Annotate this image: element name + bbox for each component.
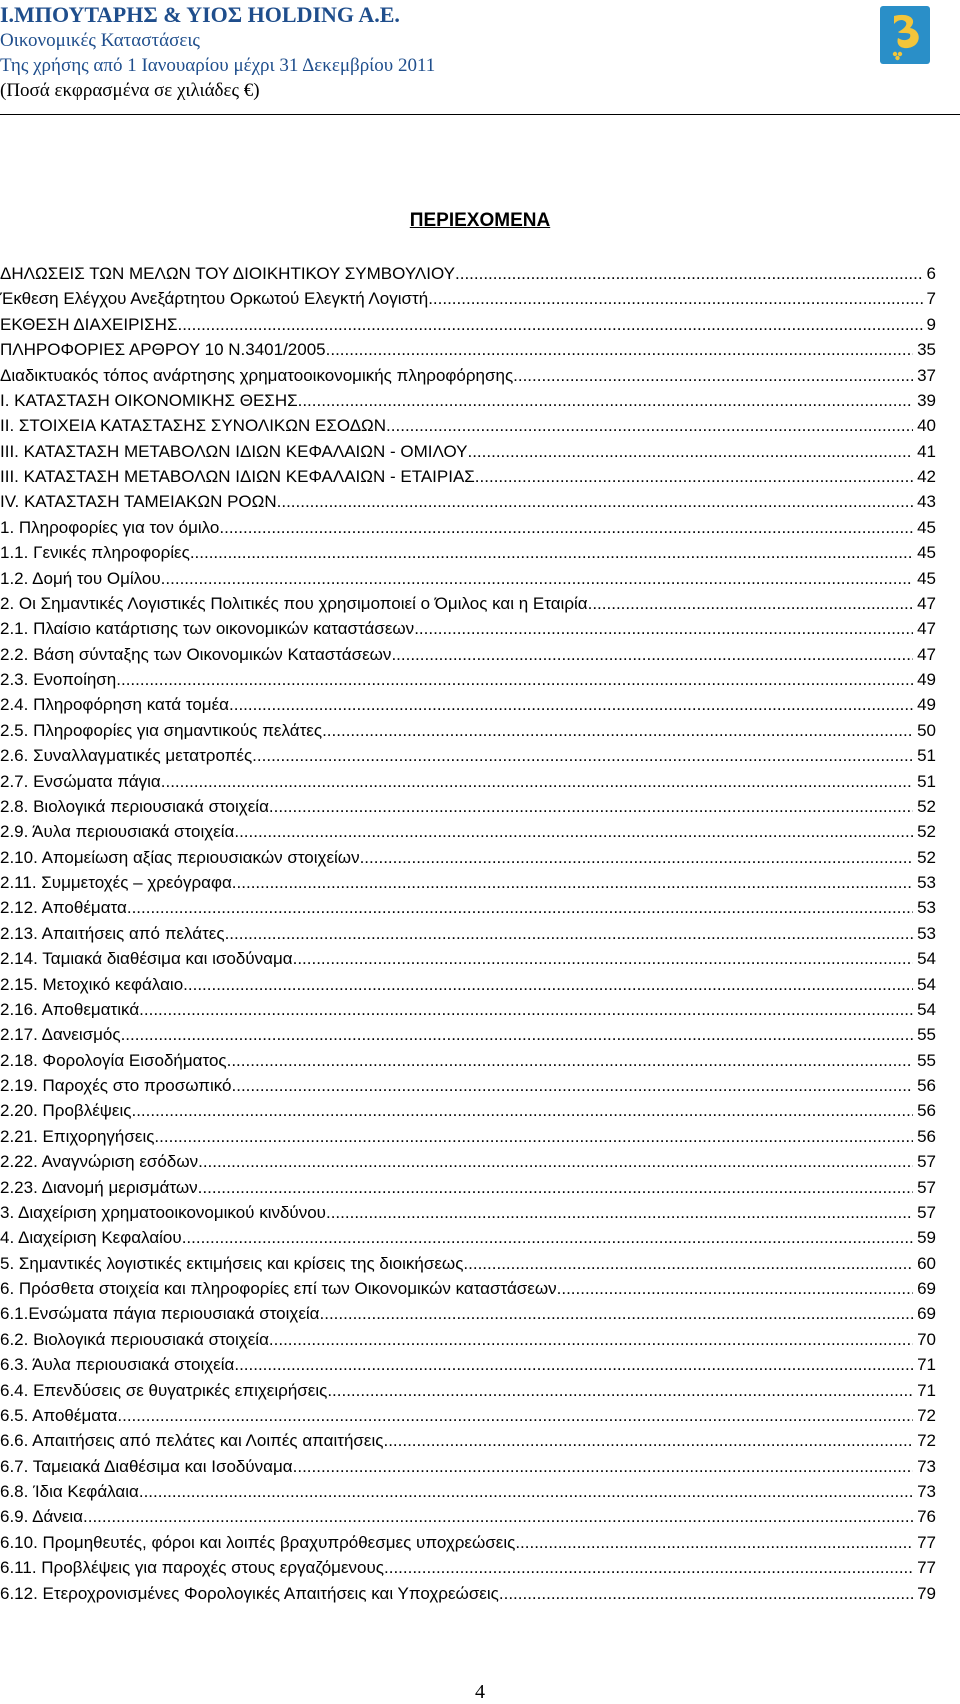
toc-dot-leader: [161, 566, 913, 591]
toc-dot-leader: [475, 464, 913, 489]
toc-entry-page: 45: [917, 517, 936, 537]
toc-entry-label: ΕΚΘΕΣΗ ΔΙΑΧΕΙΡΙΣΗΣ: [0, 314, 178, 334]
toc-entry-page: 70: [917, 1329, 936, 1349]
toc-entry-label: 2.15. Μετοχικό κεφάλαιο: [0, 974, 184, 994]
toc-entry[interactable]: [0, 819, 936, 844]
toc-entry-page: 54: [917, 974, 936, 994]
toc-entry-page: 55: [917, 1050, 936, 1070]
toc-entry-label: 3. Διαχείριση χρηματοοικονομικού κινδύνου: [0, 1202, 326, 1222]
toc-dot-leader: [227, 1048, 913, 1073]
toc-entry[interactable]: [0, 1124, 936, 1149]
document-header: [0, 0, 960, 115]
toc-entry[interactable]: [0, 515, 936, 540]
toc-dot-leader: [234, 1352, 913, 1377]
toc-entry[interactable]: [0, 286, 936, 311]
toc-entry[interactable]: [0, 1175, 936, 1200]
toc-entry-page: 51: [917, 746, 936, 766]
toc-entry-label: 2.11. Συμμετοχές – χρεόγραφα: [0, 873, 232, 892]
toc-dot-leader: [561, 1276, 913, 1301]
toc-entry-label: 2.22. Αναγνώριση εσόδων: [0, 1152, 199, 1172]
toc-entry-label: 2.3. Ενοποίηση: [0, 670, 117, 689]
toc-entry[interactable]: [0, 667, 936, 692]
toc-entry[interactable]: [0, 845, 936, 870]
toc-dot-leader: [190, 540, 913, 565]
toc-entry-page: 59: [917, 1228, 936, 1248]
toc-entry[interactable]: [0, 1555, 936, 1580]
toc-entry-label: III. ΚΑΤΑΣΤΑΣΗ ΜΕΤΑΒΟΛΩΝ ΙΔΙΩΝ ΚΕΦΑΛΑΙΩΝ - ΟΜΙΛΟΥ: [0, 441, 468, 461]
toc-entry[interactable]: [0, 489, 936, 514]
toc-entry[interactable]: [0, 1073, 936, 1098]
toc-dot-leader: [182, 1225, 913, 1250]
toc-entry[interactable]: [0, 794, 936, 819]
toc-entry[interactable]: [0, 1403, 936, 1428]
toc-dot-leader: [219, 515, 913, 540]
toc-entry-page: 40: [917, 416, 936, 436]
toc-entry-page: 45: [917, 543, 936, 563]
toc-entry-page: 43: [917, 492, 936, 512]
toc-entry[interactable]: [0, 718, 936, 743]
toc-entry-page: 7: [926, 289, 936, 309]
toc-entry-label: 2.17. Δανεισμός: [0, 1025, 121, 1045]
toc-entry[interactable]: [0, 1581, 936, 1606]
toc-entry-label: 2.13. Απαιτήσεις από πελάτες: [0, 923, 225, 943]
toc-entry[interactable]: [0, 642, 936, 667]
toc-entry-label: 2.12. Αποθέματα: [0, 898, 127, 918]
toc-entry[interactable]: [0, 1454, 936, 1479]
toc-entry-page: 76: [917, 1507, 936, 1527]
toc-dot-leader: [229, 692, 913, 717]
toc-entry-page: 73: [917, 1482, 936, 1501]
toc-dot-leader: [326, 337, 913, 362]
toc-entry-label: 2.23. Διανομή μερισμάτων: [0, 1177, 198, 1197]
toc-entry-page: 69: [917, 1279, 936, 1298]
toc-entry-page: 52: [917, 822, 936, 842]
toc-entry[interactable]: [0, 439, 936, 464]
toc-dot-leader: [383, 1428, 913, 1453]
toc-entry-label: 6.12. Ετεροχρονισμένες Φορολογικές Απαιτήσεις και Υποχρεώσεις: [0, 1583, 499, 1603]
toc-entry[interactable]: [0, 1251, 936, 1276]
report-period: Της χρήσης από 1 Ιανουαρίου μέχρι 31 Δεκεμβρίου 2011: [0, 55, 436, 76]
toc-dot-leader: [225, 921, 914, 946]
toc-entry-page: 79: [917, 1583, 936, 1603]
toc-entry-label: 2.7. Ενσώματα πάγια: [0, 771, 161, 791]
toc-entry-label: 6.6. Απαιτήσεις από πελάτες και Λοιπές απαιτήσεις: [0, 1431, 384, 1451]
toc-entry[interactable]: [0, 870, 936, 895]
toc-entry-page: 52: [917, 796, 936, 816]
toc-dot-leader: [252, 743, 913, 768]
toc-dot-leader: [499, 1581, 913, 1606]
toc-dot-leader: [386, 413, 913, 438]
toc-dot-leader: [515, 1530, 913, 1555]
toc-entry[interactable]: [0, 769, 936, 794]
table-of-contents: [0, 261, 936, 1606]
toc-entry-label: 2.8. Βιολογικά περιουσιακά στοιχεία: [0, 796, 269, 816]
toc-dot-leader: [139, 997, 913, 1022]
toc-entry[interactable]: [0, 1022, 936, 1047]
toc-entry-label: II. ΣΤΟΙΧΕΙΑ ΚΑΤΑΣΤΑΣΗΣ ΣΥΝΟΛΙΚΩΝ ΕΣΟΔΩΝ: [0, 416, 387, 436]
toc-entry-page: 49: [917, 670, 936, 689]
toc-entry-page: 52: [917, 847, 936, 867]
toc-dot-leader: [513, 363, 913, 388]
toc-entry[interactable]: [0, 337, 936, 362]
toc-entry-label: ΠΛΗΡΟΦΟΡΙΕΣ ΑΡΘΡΟΥ 10 Ν.3401/2005: [0, 340, 326, 360]
toc-dot-leader: [269, 1327, 913, 1352]
toc-dot-leader: [232, 1073, 914, 1098]
toc-entry-page: 53: [917, 923, 936, 943]
toc-entry-page: 56: [917, 1101, 936, 1121]
toc-dot-leader: [131, 1098, 913, 1123]
toc-entry-label: 6. Πρόσθετα στοιχεία και πληροφορίες επί των Οικονομικών καταστάσεων.: [0, 1279, 562, 1298]
toc-entry-label: 2.20. Προβλέψεις: [0, 1101, 132, 1121]
toc-dot-leader: [293, 946, 913, 971]
toc-dot-leader: [269, 794, 913, 819]
toc-dot-leader: [234, 819, 913, 844]
toc-entry[interactable]: [0, 566, 936, 591]
toc-entry-page: 57: [917, 1177, 936, 1197]
boutari-logo-icon: [880, 6, 930, 64]
toc-dot-leader: [177, 312, 922, 337]
toc-entry[interactable]: [0, 1200, 936, 1225]
toc-entry[interactable]: [0, 1048, 936, 1073]
toc-entry[interactable]: [0, 363, 936, 388]
toc-entry-page: 45: [917, 568, 936, 588]
toc-entry-page: 55: [917, 1025, 936, 1045]
toc-entry-label: 2.14. Ταμιακά διαθέσιμα και ισοδύναμα: [0, 949, 293, 969]
report-subtitle: Οικονομικές Καταστάσεις: [0, 30, 200, 51]
toc-dot-leader: [277, 489, 913, 514]
toc-entry-page: 57: [917, 1152, 936, 1172]
toc-entry-label: 1.2. Δομή του Ομίλου: [0, 568, 161, 588]
toc-dot-leader: [428, 286, 922, 311]
toc-entry-label: 6.4. Επενδύσεις σε θυγατρικές επιχειρήσεις: [0, 1380, 328, 1400]
toc-dot-leader: [455, 261, 923, 286]
toc-entry-label: 5. Σημαντικές λογιστικές εκτιμήσεις και κρίσεις της διοικήσεως: [0, 1253, 464, 1273]
toc-entry-label: 6.10. Προμηθευτές, φόροι και λοιπές βραχυπρόθεσμες υποχρεώσεις: [0, 1532, 516, 1552]
currency-note: (Ποσά εκφρασμένα σε χιλιάδες €): [0, 80, 260, 101]
toc-entry-page: 56: [917, 1126, 936, 1146]
toc-entry-label: 2.4. Πληροφόρηση κατά τομέα: [0, 695, 229, 715]
toc-entry[interactable]: [0, 388, 936, 413]
toc-entry[interactable]: [0, 1378, 936, 1403]
toc-entry[interactable]: [0, 1530, 936, 1555]
toc-entry-label: 6.7. Ταμειακά Διαθέσιμα και Ισοδύναμα: [0, 1456, 293, 1476]
toc-dot-leader: [463, 1251, 913, 1276]
toc-entry[interactable]: [0, 1479, 936, 1504]
toc-entry-label: 6.11. Προβλέψεις για παροχές στους εργαζόμενους: [0, 1558, 384, 1578]
toc-entry-page: 72: [917, 1431, 936, 1451]
toc-dot-leader: [198, 1175, 913, 1200]
toc-entry-label: 2.9. Άυλα περιουσιακά στοιχεία: [0, 822, 235, 842]
toc-entry[interactable]: [0, 616, 936, 641]
toc-dot-leader: [327, 1378, 913, 1403]
toc-entry[interactable]: [0, 972, 936, 997]
toc-dot-leader: [414, 616, 913, 641]
toc-dot-leader: [161, 769, 913, 794]
toc-entry[interactable]: [0, 921, 936, 946]
toc-entry-page: 53: [917, 873, 936, 892]
toc-entry-label: 2.10. Απομείωση αξίας περιουσιακών στοιχείων: [0, 847, 360, 867]
company-name: Ι.ΜΠΟΥΤΑΡΗΣ & ΥΙΟΣ HOLDING A.E.: [0, 2, 400, 27]
toc-entry-page: 72: [917, 1405, 936, 1425]
toc-entry-label: 1. Πληροφορίες για τον όμιλο: [0, 517, 220, 537]
toc-entry-label: 2.5. Πληροφορίες για σημαντικούς πελάτες: [0, 720, 323, 740]
toc-entry-label: 2.19. Παροχές στο προσωπικό: [0, 1076, 232, 1095]
toc-dot-leader: [360, 845, 914, 870]
toc-dot-leader: [127, 895, 913, 920]
toc-entry-label: 2.2. Βάση σύνταξης των Οικονομικών Καταστάσεων: [0, 644, 392, 664]
toc-entry[interactable]: [0, 1428, 936, 1453]
toc-dot-leader: [322, 718, 913, 743]
toc-entry[interactable]: [0, 1352, 936, 1377]
toc-entry[interactable]: [0, 743, 936, 768]
toc-entry-page: 60: [917, 1253, 936, 1273]
toc-entry[interactable]: [0, 997, 936, 1022]
toc-entry-label: ΔΗΛΩΣΕΙΣ ΤΩΝ ΜΕΛΩΝ ΤΟΥ ΔΙΟΙΚΗΤΙΚΟΥ ΣΥΜΒΟΥΛΙΟΥ: [0, 264, 455, 283]
toc-entry-page: 53: [917, 898, 936, 918]
toc-entry[interactable]: [0, 1149, 936, 1174]
toc-entry-label: Έκθεση Ελέγχου Ανεξάρτητου Ορκωτού Ελεγκτή Λογιστή: [0, 289, 429, 309]
toc-entry-page: 37: [917, 365, 936, 385]
toc-entry-page: 73: [917, 1456, 936, 1476]
toc-entry-label: 4. Διαχείριση Κεφαλαίου: [0, 1228, 182, 1248]
toc-entry[interactable]: [0, 413, 936, 438]
toc-entry-page: 51: [917, 771, 936, 791]
toc-dot-leader: [588, 591, 913, 616]
toc-entry-label: 2.1. Πλαίσιο κατάρτισης των οικονομικών καταστάσεων: [0, 619, 415, 639]
toc-entry-label: 2.16. Αποθεματικά: [0, 999, 140, 1019]
toc-entry-page: 47: [917, 593, 936, 613]
toc-entry-page: 54: [917, 949, 936, 969]
toc-title: ΠΕΡΙΕΧΟΜΕΝΑ: [409, 210, 551, 231]
toc-entry-label: 6.2. Βιολογικά περιουσιακά στοιχεία: [0, 1329, 269, 1349]
toc-entry-label: 2.21. Επιχορηγήσεις: [0, 1126, 155, 1146]
toc-entry-label: IV. ΚΑΤΑΣΤΑΣΗ ΤΑΜΕΙΑΚΩΝ ΡΟΩΝ: [0, 492, 277, 512]
toc-dot-leader: [183, 972, 913, 997]
toc-entry-label: 2.6. Συναλλαγματικές μετατροπές: [0, 746, 253, 766]
toc-entry[interactable]: [0, 1327, 936, 1352]
toc-entry-page: 77: [917, 1558, 936, 1578]
toc-entry-page: 77: [917, 1532, 936, 1552]
toc-entry-label: 6.9. Δάνεια: [0, 1507, 84, 1527]
toc-dot-leader: [320, 1301, 914, 1326]
toc-entry[interactable]: [0, 1098, 936, 1123]
toc-entry-page: 42: [917, 467, 936, 486]
toc-dot-leader: [139, 1479, 913, 1504]
toc-entry-label: Διαδικτυακός τόπος ανάρτησης χρηματοοικονομικής πληροφόρησης: [0, 365, 514, 385]
toc-entry[interactable]: [0, 895, 936, 920]
toc-dot-leader: [467, 439, 913, 464]
toc-entry-label: I. ΚΑΤΑΣΤΑΣΗ ΟΙΚΟΝΟΜΙΚΗΣ ΘΕΣΗΣ: [0, 390, 298, 410]
toc-dot-leader: [384, 1555, 913, 1580]
toc-entry-label: 6.5. Αποθέματα: [0, 1405, 118, 1425]
toc-entry[interactable]: [0, 1276, 936, 1301]
toc-entry-page: 9: [926, 314, 936, 334]
toc-entry-page: 71: [917, 1380, 936, 1400]
toc-dot-leader: [116, 667, 913, 692]
toc-entry[interactable]: [0, 591, 936, 616]
toc-dot-leader: [154, 1124, 913, 1149]
toc-entry-label: 2. Οι Σημαντικές Λογιστικές Πολιτικές που χρησιμοποιεί ο Όμιλος και η Εταιρία: [0, 593, 588, 613]
toc-entry-page: 35: [917, 340, 936, 360]
toc-dot-leader: [83, 1504, 913, 1529]
toc-entry[interactable]: [0, 540, 936, 565]
toc-entry-page: 69: [917, 1304, 936, 1324]
toc-entry-page: 41: [917, 441, 936, 461]
toc-dot-leader: [121, 1022, 914, 1047]
header-text-block: [0, 2, 435, 103]
toc-entry-page: 39: [917, 390, 936, 410]
toc-entry-label: 6.1.Ενσώματα πάγια περιουσιακά στοιχεία: [0, 1304, 320, 1324]
toc-entry[interactable]: [0, 1504, 936, 1529]
toc-entry[interactable]: [0, 1225, 936, 1250]
toc-entry-page: 54: [917, 999, 936, 1019]
toc-dot-leader: [293, 1454, 913, 1479]
toc-entry-page: 71: [917, 1355, 936, 1375]
page-number: 4: [475, 1681, 485, 1703]
toc-dot-leader: [391, 642, 913, 667]
toc-entry-label: 6.3. Άυλα περιουσιακά στοιχεία: [0, 1355, 235, 1375]
toc-dot-leader: [232, 870, 913, 895]
toc-entry-page: 49: [917, 695, 936, 715]
toc-entry[interactable]: [0, 946, 936, 971]
toc-entry-label: III. ΚΑΤΑΣΤΑΣΗ ΜΕΤΑΒΟΛΩΝ ΙΔΙΩΝ ΚΕΦΑΛΑΙΩΝ - ΕΤΑΙΡΙΑΣ: [0, 467, 475, 486]
toc-entry-page: 57: [917, 1202, 936, 1222]
toc-entry[interactable]: [0, 464, 936, 489]
toc-entry[interactable]: [0, 692, 936, 717]
toc-dot-leader: [117, 1403, 913, 1428]
toc-dot-leader: [298, 388, 913, 413]
toc-entry-label: 2.18. Φορολογία Εισοδήματος: [0, 1050, 227, 1070]
toc-entry-page: 56: [917, 1076, 936, 1095]
toc-entry[interactable]: [0, 261, 936, 286]
toc-entry[interactable]: [0, 1301, 936, 1326]
toc-entry-label: 1.1. Γενικές πληροφορίες: [0, 543, 190, 563]
toc-entry-page: 47: [917, 644, 936, 664]
toc-entry[interactable]: [0, 312, 936, 337]
toc-entry-page: 50: [917, 720, 936, 740]
toc-dot-leader: [198, 1149, 913, 1174]
toc-entry-page: 6: [926, 264, 936, 283]
toc-dot-leader: [326, 1200, 913, 1225]
toc-entry-label: 6.8. Ίδια Κεφάλαια: [0, 1482, 139, 1501]
toc-entry-page: 47: [917, 619, 936, 639]
